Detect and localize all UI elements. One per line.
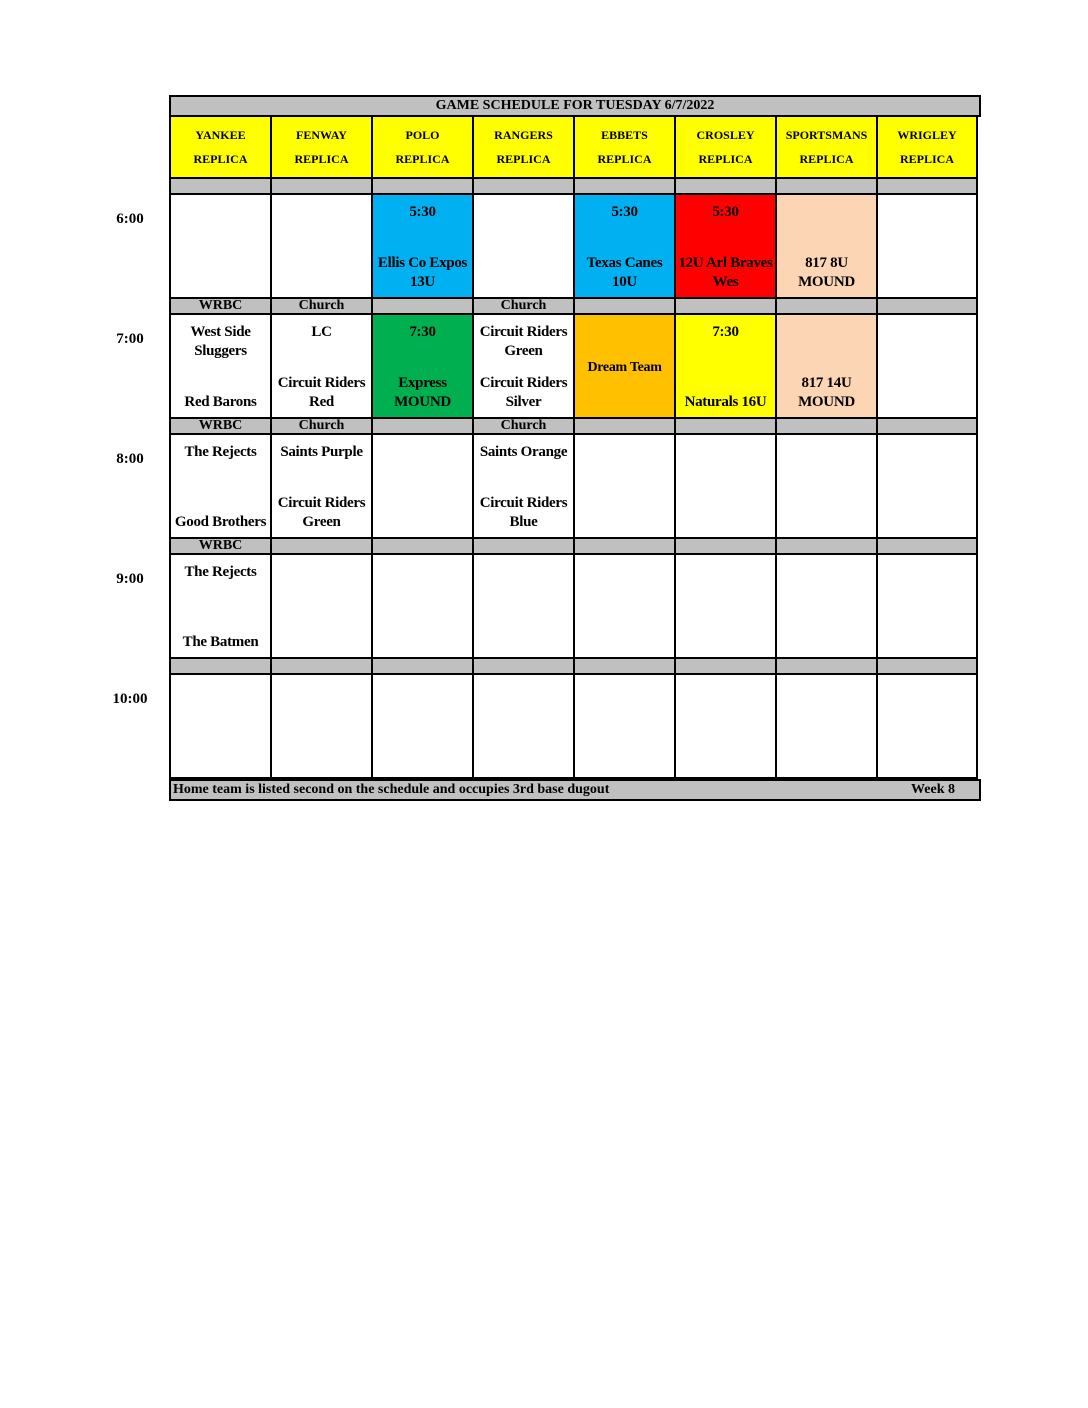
game-bottom-line <box>575 734 674 772</box>
game-cell <box>876 435 978 539</box>
separator-row <box>169 539 981 555</box>
game-cell <box>674 315 775 419</box>
separator-cell: Church <box>472 419 573 435</box>
separator-cell <box>775 179 876 195</box>
game-top-line <box>373 683 472 702</box>
game-cell <box>472 555 573 659</box>
game-bottom-line: Ellis Co Expos 13U <box>377 255 468 290</box>
separator-cell <box>573 659 674 675</box>
time-slot-row <box>169 675 981 779</box>
game-bottom-line <box>575 614 674 652</box>
field-header-wrigley <box>876 117 978 179</box>
game-cell <box>573 195 674 299</box>
field-header-rangers <box>472 117 573 179</box>
home-team-note: Home team is listed second on the schedule and occupies 3rd base dugout <box>173 782 610 797</box>
game-cell <box>674 555 775 659</box>
time-slot-row <box>169 195 981 299</box>
game-bottom-line <box>777 494 876 532</box>
game-cell <box>876 315 978 419</box>
separator-cell <box>270 659 371 675</box>
separator-cell: WRBC <box>169 539 270 555</box>
time-label: 7:00 <box>116 331 144 347</box>
time-label: 9:00 <box>116 571 144 587</box>
field-type: REPLICA <box>193 151 248 166</box>
game-bottom-line <box>272 254 371 292</box>
game-cell <box>573 435 674 539</box>
game-schedule-table <box>169 95 981 801</box>
separator-cell <box>573 179 674 195</box>
game-cell <box>876 675 978 779</box>
game-top-line <box>373 443 472 462</box>
field-name: CROSLEY <box>696 127 755 142</box>
game-cell <box>674 195 775 299</box>
time-slot-row <box>169 435 981 539</box>
game-bottom-line <box>373 614 472 652</box>
separator-cell: Church <box>270 419 371 435</box>
game-bottom-line: Express MOUND <box>394 375 451 410</box>
game-top-line <box>878 323 976 342</box>
game-bottom-line <box>676 494 775 532</box>
game-bottom-line <box>878 254 976 292</box>
separator-cell <box>876 539 978 555</box>
field-type: REPLICA <box>698 151 753 166</box>
separator-cell <box>169 659 270 675</box>
field-name: YANKEE <box>195 127 246 142</box>
game-top-line: LC <box>311 324 332 340</box>
game-bottom-line <box>272 614 371 652</box>
game-top-line <box>474 203 573 222</box>
game-bottom-line <box>878 614 976 652</box>
game-top-line <box>676 443 775 462</box>
game-cell <box>573 555 674 659</box>
game-top-line: The Rejects <box>184 564 257 580</box>
field-name: FENWAY <box>296 127 347 142</box>
separator-row <box>169 299 981 315</box>
game-cell <box>775 315 876 419</box>
field-header-yankee <box>169 117 270 179</box>
game-top-line: The Rejects <box>184 444 257 460</box>
game-top-line: 5:30 <box>409 204 436 220</box>
game-team: Dream Team <box>587 360 662 375</box>
separator-cell <box>270 539 371 555</box>
game-top-line <box>777 443 876 462</box>
separator-row <box>169 179 981 195</box>
game-bottom-line <box>676 614 775 652</box>
game-bottom-line: Texas Canes 10U <box>586 255 663 290</box>
schedule-body <box>169 179 981 779</box>
separator-cell <box>775 419 876 435</box>
game-bottom-line <box>171 254 270 292</box>
separator-cell: WRBC <box>169 419 270 435</box>
game-top-line <box>171 203 270 222</box>
field-type: REPLICA <box>496 151 551 166</box>
separator-cell <box>371 179 472 195</box>
game-top-line <box>777 203 876 222</box>
game-cell <box>270 195 371 299</box>
game-top-line: 5:30 <box>611 204 638 220</box>
separator-row <box>169 659 981 675</box>
game-top-line: 5:30 <box>712 204 739 220</box>
field-name: POLO <box>405 127 440 142</box>
game-cell <box>169 435 270 539</box>
game-top-line: 7:30 <box>712 324 739 340</box>
separator-cell <box>371 539 472 555</box>
game-top-line <box>373 563 472 582</box>
separator-cell <box>775 299 876 315</box>
week-label: Week 8 <box>911 782 955 797</box>
game-cell <box>472 195 573 299</box>
game-bottom-line <box>373 734 472 772</box>
game-cell <box>169 675 270 779</box>
game-bottom-line: Naturals 16U <box>684 394 767 410</box>
time-label: 10:00 <box>112 691 148 707</box>
game-top-line: West Side Sluggers <box>190 324 251 359</box>
game-bottom-line <box>474 614 573 652</box>
game-cell <box>876 555 978 659</box>
field-header-polo <box>371 117 472 179</box>
game-cell <box>876 195 978 299</box>
game-cell <box>472 315 573 419</box>
game-cell <box>371 675 472 779</box>
game-cell <box>371 195 472 299</box>
game-top-line <box>474 563 573 582</box>
game-top-line <box>878 563 976 582</box>
game-cell <box>775 195 876 299</box>
game-cell <box>270 555 371 659</box>
field-type: REPLICA <box>294 151 349 166</box>
game-cell <box>674 435 775 539</box>
separator-cell <box>573 299 674 315</box>
game-top-line <box>474 683 573 702</box>
game-top-line <box>272 563 371 582</box>
separator-cell: WRBC <box>169 299 270 315</box>
separator-cell <box>674 539 775 555</box>
separator-cell <box>674 179 775 195</box>
game-bottom-line: 817 8U MOUND <box>798 255 855 290</box>
game-top-line <box>878 683 976 702</box>
separator-cell <box>876 179 978 195</box>
game-bottom-line <box>777 614 876 652</box>
game-top-line <box>676 563 775 582</box>
game-cell <box>371 315 472 419</box>
separator-cell: Church <box>270 299 371 315</box>
game-cell <box>573 675 674 779</box>
game-bottom-line: Circuit Riders Blue <box>479 495 568 530</box>
game-top-line <box>878 443 976 462</box>
separator-cell <box>573 539 674 555</box>
separator-cell <box>169 179 270 195</box>
field-header-fenway <box>270 117 371 179</box>
game-bottom-line <box>878 374 976 412</box>
field-type: REPLICA <box>799 151 854 166</box>
game-top-line <box>575 563 674 582</box>
field-name: RANGERS <box>494 127 553 142</box>
game-top-line <box>777 563 876 582</box>
game-cell <box>775 435 876 539</box>
game-bottom-line: Red Barons <box>184 394 257 410</box>
field-type: REPLICA <box>597 151 652 166</box>
separator-cell <box>371 659 472 675</box>
separator-cell <box>472 179 573 195</box>
game-cell <box>674 675 775 779</box>
game-cell <box>270 435 371 539</box>
game-cell <box>169 195 270 299</box>
game-bottom-line <box>272 734 371 772</box>
game-bottom-line <box>171 734 270 772</box>
game-cell <box>169 555 270 659</box>
game-top-line: Saints Orange <box>479 444 568 460</box>
game-cell <box>270 315 371 419</box>
separator-cell <box>371 299 472 315</box>
separator-cell <box>573 419 674 435</box>
game-top-line <box>777 683 876 702</box>
game-bottom-line <box>777 734 876 772</box>
game-top-line <box>575 443 674 462</box>
game-bottom-line <box>878 494 976 532</box>
game-bottom-line: Good Brothers <box>174 514 267 530</box>
field-header-ebbets <box>573 117 674 179</box>
schedule-title: GAME SCHEDULE FOR TUESDAY 6/7/2022 <box>169 95 981 117</box>
field-header-crosley <box>674 117 775 179</box>
field-header-row <box>169 117 981 179</box>
separator-cell <box>674 419 775 435</box>
separator-cell <box>472 659 573 675</box>
game-bottom-line <box>878 734 976 772</box>
game-bottom-line: Circuit Riders Red <box>277 375 366 410</box>
game-cell <box>472 675 573 779</box>
game-top-line <box>575 683 674 702</box>
game-bottom-line <box>474 734 573 772</box>
field-name: WRIGLEY <box>897 127 957 142</box>
time-slot-row <box>169 555 981 659</box>
field-type: REPLICA <box>899 151 954 166</box>
game-bottom-line: 12U Arl Braves Wes <box>678 255 773 290</box>
schedule-footer <box>169 779 981 801</box>
separator-cell <box>371 419 472 435</box>
game-cell <box>573 315 674 419</box>
separator-cell <box>775 659 876 675</box>
time-label: 8:00 <box>116 451 144 467</box>
game-top-line <box>272 683 371 702</box>
game-top-line <box>171 683 270 702</box>
game-top-line: Circuit Riders Green <box>479 324 568 359</box>
separator-cell <box>876 659 978 675</box>
separator-cell <box>775 539 876 555</box>
field-header-sportsmans <box>775 117 876 179</box>
game-cell <box>775 555 876 659</box>
game-bottom-line <box>474 254 573 292</box>
game-bottom-line <box>373 494 472 532</box>
game-top-line: Saints Purple <box>280 444 363 460</box>
game-cell <box>169 315 270 419</box>
game-bottom-line: The Batmen <box>182 634 259 650</box>
game-cell <box>371 435 472 539</box>
time-slot-row <box>169 315 981 419</box>
game-bottom-line <box>575 494 674 532</box>
field-type: REPLICA <box>395 151 450 166</box>
field-name: EBBETS <box>601 127 648 142</box>
separator-cell <box>876 299 978 315</box>
game-bottom-line <box>676 734 775 772</box>
separator-cell <box>270 179 371 195</box>
game-bottom-line: Circuit Riders Silver <box>479 375 568 410</box>
game-top-line <box>878 203 976 222</box>
separator-cell: Church <box>472 299 573 315</box>
separator-row <box>169 419 981 435</box>
separator-cell <box>876 419 978 435</box>
separator-cell <box>674 299 775 315</box>
game-top-line <box>676 683 775 702</box>
time-label: 6:00 <box>116 211 144 227</box>
separator-cell <box>674 659 775 675</box>
game-cell <box>371 555 472 659</box>
game-cell <box>472 435 573 539</box>
game-top-line <box>777 323 876 342</box>
game-bottom-line: Circuit Riders Green <box>277 495 366 530</box>
game-cell <box>775 675 876 779</box>
field-name: SPORTSMANS <box>785 127 868 142</box>
separator-cell <box>472 539 573 555</box>
game-bottom-line: 817 14U MOUND <box>798 375 855 410</box>
game-cell <box>270 675 371 779</box>
game-top-line <box>272 203 371 222</box>
game-top-line: 7:30 <box>409 324 436 340</box>
